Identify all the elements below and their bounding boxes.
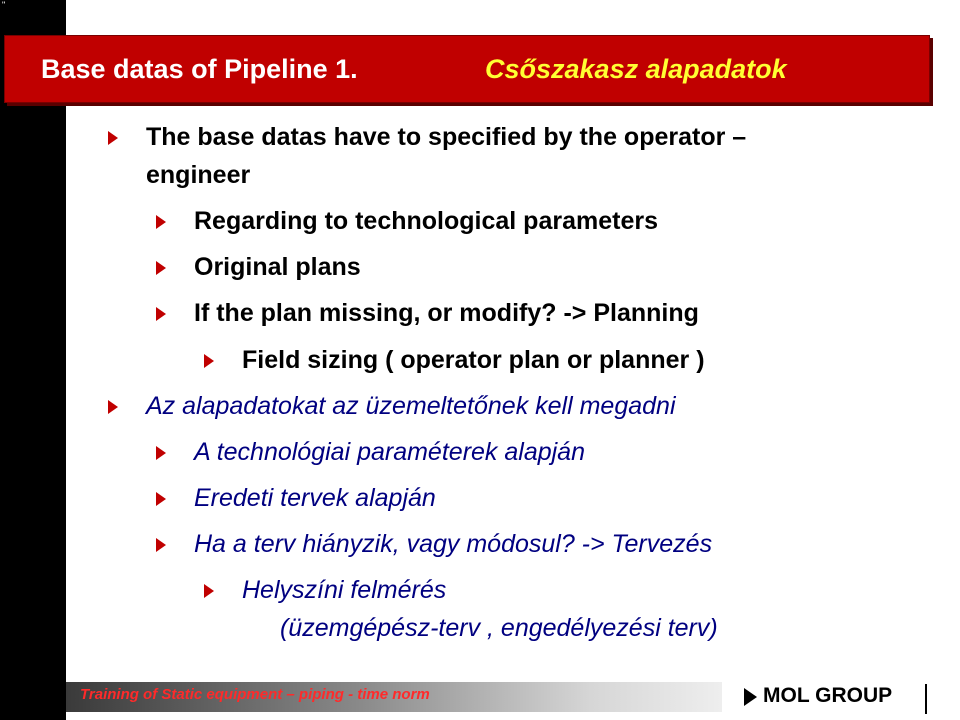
- triangle-bullet-icon: [156, 261, 166, 275]
- bullet-text: Original plans: [194, 253, 361, 281]
- bullet-text: Ha a terv hiányzik, vagy módosul? -> Tervezés: [194, 530, 713, 558]
- bullet-continuation-text: engineer: [146, 161, 251, 189]
- triangle-bullet-icon: [156, 538, 166, 552]
- bullet-continuation-text: (üzemgépész-terv , engedélyezési terv): [280, 614, 718, 642]
- triangle-bullet-icon: [108, 131, 118, 145]
- mol-group-logo: MOL GROUP: [763, 684, 893, 707]
- mol-arrow-icon: [744, 688, 757, 706]
- bullet-text: Helyszíni felmérés: [242, 576, 447, 604]
- bullet-text: Field sizing ( operator plan or planner ): [242, 346, 705, 374]
- triangle-bullet-icon: [156, 215, 166, 229]
- triangle-bullet-icon: [204, 354, 214, 368]
- bullet-text: If the plan missing, or modify? -> Planning: [194, 299, 699, 327]
- bullet-text: Eredeti tervek alapján: [194, 484, 436, 512]
- triangle-bullet-icon: [156, 446, 166, 460]
- footer-text: Training of Static equipment – piping - time norm: [80, 686, 430, 703]
- triangle-bullet-icon: [108, 400, 118, 414]
- triangle-bullet-icon: [204, 584, 214, 598]
- title-hungarian: Csőszakasz alapadatok: [485, 54, 787, 84]
- triangle-bullet-icon: [156, 492, 166, 506]
- bullet-text: Az alapadatokat az üzemeltetőnek kell megadni: [146, 392, 676, 420]
- bullet-text: The base datas have to specified by the operator –: [146, 123, 747, 151]
- title-english: Base datas of Pipeline 1.: [41, 54, 358, 84]
- page-number: 7: [18, 696, 26, 711]
- bullet-text: A technológiai paraméterek alapján: [194, 438, 585, 466]
- bullet-text: Regarding to technological parameters: [194, 207, 658, 235]
- triangle-bullet-icon: [156, 307, 166, 321]
- corner-mark: ": [2, 0, 6, 10]
- logo-divider: [925, 684, 927, 714]
